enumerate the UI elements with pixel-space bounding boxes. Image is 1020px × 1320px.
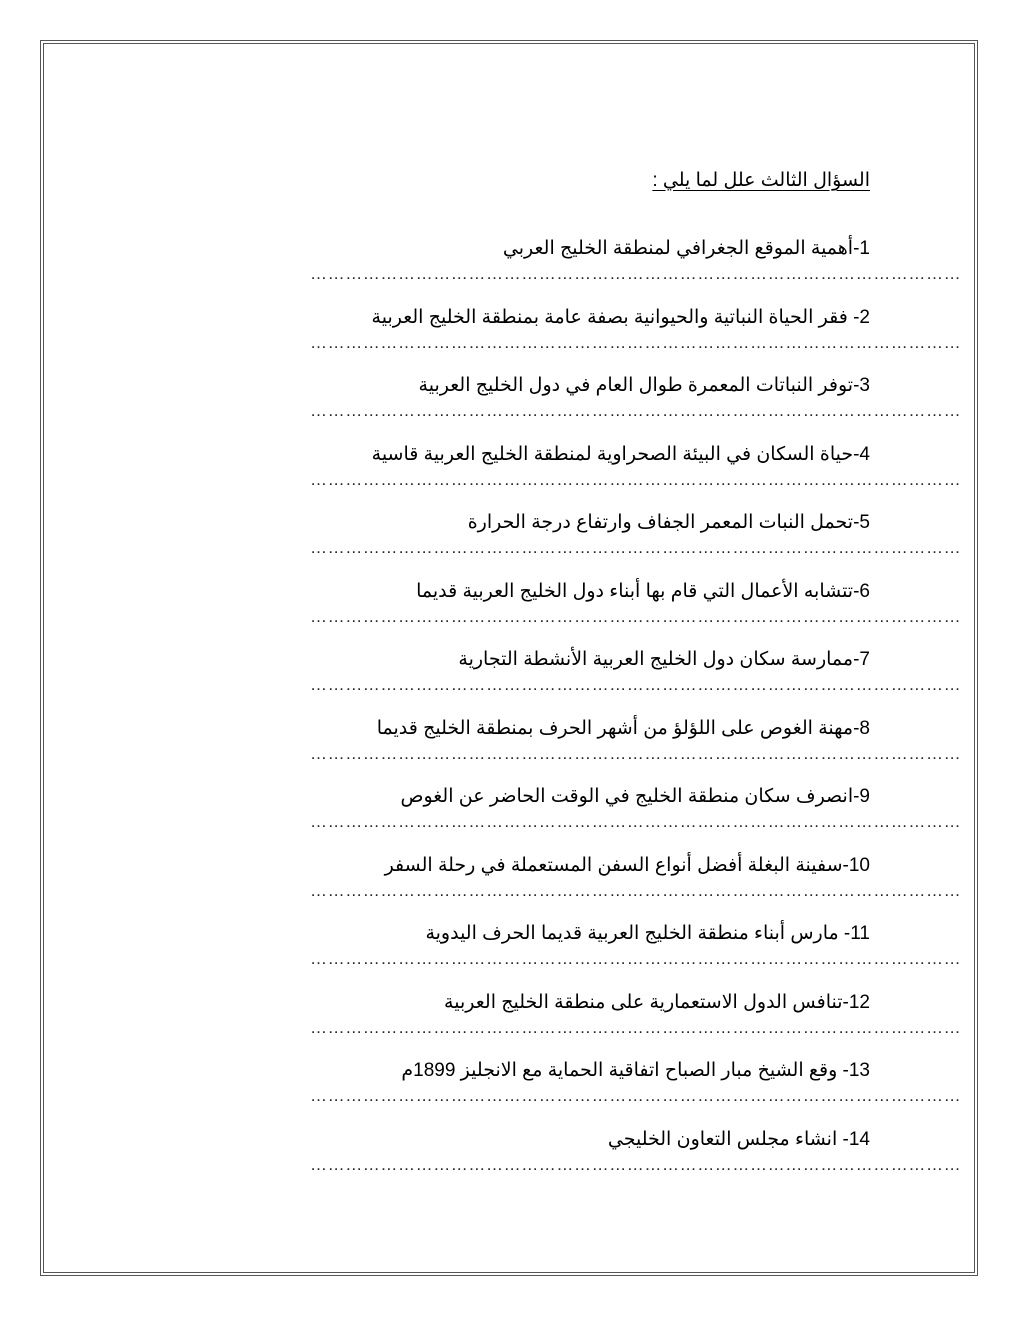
- answer-line[interactable]: …………………………………………………………………………………………………: [310, 880, 962, 900]
- answer-line[interactable]: …………………………………………………………………………………………………: [310, 264, 962, 283]
- question-list: [300, 234, 962, 1193]
- question-text: 13- وقع الشيخ مبار الصباح اتفاقية الحماية مع الانجليز 1899م: [401, 1060, 870, 1081]
- worksheet-content: [300, 166, 962, 1193]
- question-text: 2- فقر الحياة النباتية والحيوانية بصفة عامة بمنطقة الخليج العربية: [371, 306, 870, 328]
- question-text: 5-تحمل النبات المعمر الجفاف وارتفاع درجة الحرارة: [467, 512, 870, 533]
- answer-line[interactable]: …………………………………………………………………………………………………: [310, 812, 962, 831]
- question-item: [300, 1125, 962, 1194]
- question-item: [300, 919, 962, 988]
- answer-line[interactable]: …………………………………………………………………………………………………: [310, 332, 962, 352]
- answer-line[interactable]: …………………………………………………………………………………………………: [310, 538, 962, 557]
- question-item: [300, 782, 962, 851]
- question-text: 11- مارس أبناء منطقة الخليج العربية قديما الحرف اليدوية: [425, 923, 870, 944]
- answer-line[interactable]: …………………………………………………………………………………………………: [310, 1017, 962, 1037]
- answer-line[interactable]: …………………………………………………………………………………………………: [310, 1154, 962, 1174]
- question-text: 9-انصرف سكان منطقة الخليج في الوقت الحاضر عن الغوص: [400, 786, 870, 807]
- question-item: [300, 303, 962, 372]
- answer-line[interactable]: …………………………………………………………………………………………………: [310, 469, 962, 489]
- answer-line[interactable]: …………………………………………………………………………………………………: [310, 606, 962, 626]
- question-item: [300, 988, 962, 1057]
- question-item: [300, 714, 962, 783]
- answer-line[interactable]: …………………………………………………………………………………………………: [310, 1086, 962, 1105]
- answer-line[interactable]: …………………………………………………………………………………………………: [310, 401, 962, 420]
- question-item: [300, 1056, 962, 1125]
- question-text: 8-مهنة الغوص على اللؤلؤ من أشهر الحرف بمنطقة الخليج قديما: [376, 717, 870, 739]
- answer-line[interactable]: …………………………………………………………………………………………………: [310, 949, 962, 968]
- question-item: [300, 234, 962, 303]
- question-item: [300, 440, 962, 509]
- question-text: 10-سفينة البغلة أفضل أنواع السفن المستعملة في رحلة السفر: [384, 854, 870, 876]
- question-item: [300, 577, 962, 646]
- question-item: [300, 645, 962, 714]
- question-item: [300, 851, 962, 920]
- question-text: 12-تنافس الدول الاستعمارية على منطقة الخليج العربية: [444, 991, 870, 1013]
- question-text: 6-تتشابه الأعمال التي قام بها أبناء دول الخليج العربية قديما: [416, 580, 870, 602]
- question-text: 3-توفر النباتات المعمرة طوال العام في دول الخليج العربية: [418, 375, 870, 396]
- answer-line[interactable]: …………………………………………………………………………………………………: [310, 675, 962, 694]
- question-text: 4-حياة السكان في البيئة الصحراوية لمنطقة الخليج العربية قاسية: [371, 443, 870, 465]
- answer-line[interactable]: …………………………………………………………………………………………………: [310, 743, 962, 763]
- question-text: 14- انشاء مجلس التعاون الخليجي: [607, 1128, 870, 1150]
- question-text: 1-أهمية الموقع الجغرافي لمنطقة الخليج العربي: [502, 238, 870, 259]
- question-heading: السؤال الثالث علل لما يلي :: [652, 170, 870, 191]
- question-text: 7-ممارسة سكان دول الخليج العربية الأنشطة التجارية: [458, 649, 870, 670]
- question-item: [300, 371, 962, 440]
- question-item: [300, 508, 962, 577]
